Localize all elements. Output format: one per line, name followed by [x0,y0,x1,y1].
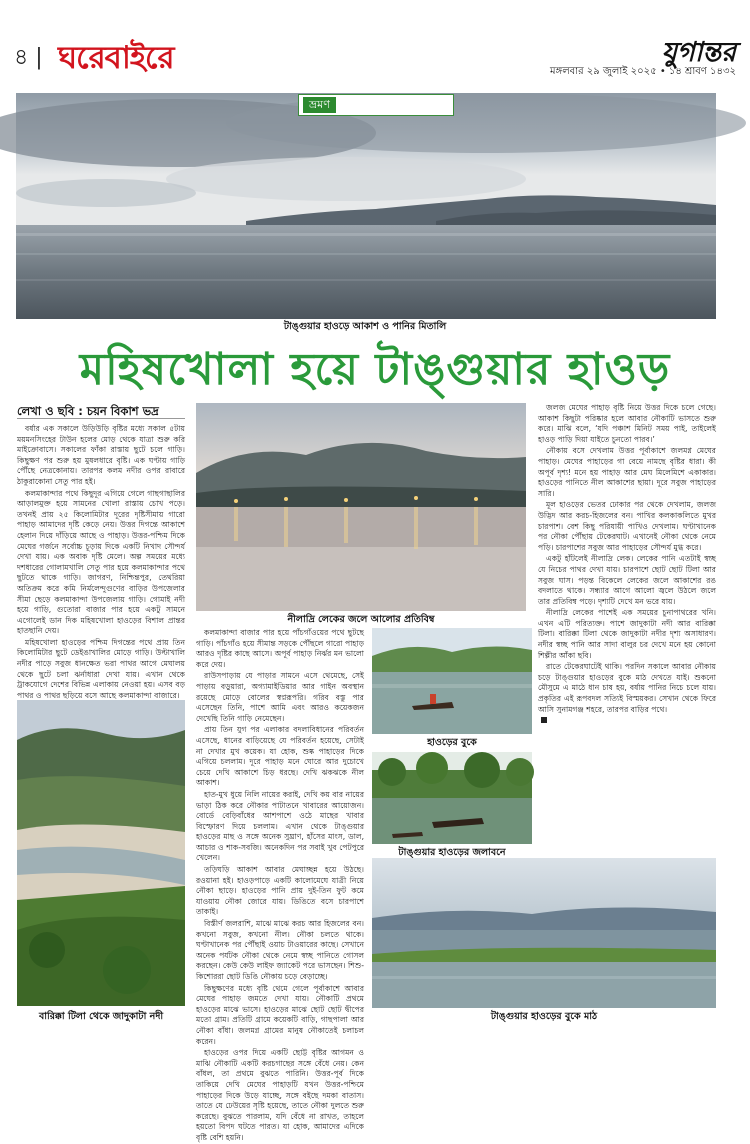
paragraph: কলমাকান্দার পথে কিছুদূর এগিয়ে গেলে গাছগাছালির আড়ালমুক্ত হয়ে সামনের খোলা রাস্তায় চোখ পড়ে। তখনই প্রায় ২৫ কিলোমিটার দূরের দৃষ্টিসীমায় গারো পাহাড় আমাদের দৃষ্টি কেড়ে নেয়। উত্তর দিগন্তে আকাশে হেলান দিয়ে দাঁড়িয়ে আছে ও পাহাড়। উত্তর-পশ্চিম দিকে মেঘের গর্জনে সর্বোচ্চ চূড়ায় দিকে একটি নিখাদ সৌন্দর্য দেখা যায়। এক অবাক দৃষ্টি মেলে। অল্প সময়ের মধ্যে দশধারের গোলামখালি সেতু পার হয়ে কলমাকান্দার পথে ছুটতে থাকে গাড়ি। জাগরণ, নিশ্চিন্তপুর, তেথরিয়া অতিক্রম করে কমি নির্মলেন্দুগুণের বাড়ির উপজেলার সীমা ছেড়ে কলমাকান্দা উপজেলায় গাড়ি। গোমাই নদী হয়ে গাড়ি, গুতোরা বাজার পার হয়ে একটু সামনে এগোলেই ডান দিক মহিষখোলা হাওড়ের বিশাল প্রান্তর হাতছানি দেয়। [17,488,185,636]
paragraph: মূল হাওড়ের ভেতর ঢোকার পর থেকে দেখলাম, জলজ উদ্ভিদ আর করচ-হিজলের বন। পাখির কলকাকলিতে মুখর চারপাশ। বেশ কিছু পরিযায়ী পাখিও দেখলাম। ঘণ্টাখানেক পর নৌকা পৌঁছায় টেকেরঘাট। এখানেই নৌকা থেকে নেমে পড়ি। চারপাশের সবুজ আর পাহাড়ের সৌন্দর্য মুগ্ধ করে। [538,500,716,552]
swamp-forest-photo [372,752,532,844]
paragraph: রাতে টেকেরঘাটেই থাকি। পরদিন সকালে আবার নৌকায় চড়ে টাঙ্গুয়ার হাওড়ের বুকে মাঠ দেখতে যাই। শুকনো মৌসুমে এ মাঠে ধান চাষ হয়, বর্ষায় পানির নিচে চলে যায়। প্রকৃতির এই রূপবদল সত্যিই বিস্ময়কর। সেখান থেকে ফিরে আসি সুনামগঞ্জ শহরে, তারপর বাড়ির পথে। [538,662,716,714]
paragraph: হাত-মুখ ধুয়ে নিলি নায়ের করাই, দেখি কয় বার নায়ের ভাড়া ঠিক করে নৌকার পাটাতনে খাবারের আয়োজন। বোর্ডে বেড়িবাঁধের আশপাশে ওঠে মাছের খাবার বিস্ফোরণ দিয়ে চললাম। এখান থেকে টাঙ্গুয়ার হাওড়ের মাছ ও সঙ্গে অনেক সুঘ্রাণ, হাঁসের মাংস, ডাল, আচার ও শাক-সবজি। অনেকদিন পর সবাই খুব পেটপুরে খেলেন। [196,789,364,863]
haor-field-photo [372,858,716,1008]
article-column-2 [196,628,364,1142]
paragraph: বিস্তীর্ণ জলরাশি, মাঝে মাঝে করচ আর হিজলের বন। কখনো সবুজ, কখনো নীল। নৌকা চলতে থাকে। ঘণ্টাখানেক পর পৌঁছাই ওয়াচ টাওয়ারের কাছে। সেখানে অনেক পর্যটক নৌকা থেকে নেমে স্বচ্ছ পানিতে গোসল করছেন। কেউ কেউ লাইফ জ্যাকেট পরে ভাসছেন। শিশু-কিশোররা ছোট ডিঙি নৌকায় চড়ে বেড়াচ্ছে। [196,919,364,981]
jadukata-caption: বারিক্কা টিলা থেকে জাদুকাটা নদী [38,1011,164,1022]
jadukata-river-photo [17,700,185,1006]
haor-heart-caption: হাওড়ের বুকে [427,737,477,748]
paragraph: হাওড়ের ওপর দিয়ে একটি ছোট্ট বৃষ্টির আগমন ও মাঝি নৌকাটি একটি করচগাছের সঙ্গে বেঁধে নেয়। কেন বাঁধল, তা প্রথমে বুঝতে পারিনি। উত্তর-পূর্ব দিকে তাকিয়ে দেখি মেঘের পাহাড়টি যখন উত্তর-পশ্চিমে পাহাড়ের দিকে উড়ে যাচ্ছে, সঙ্গে বইছে দমকা বাতাস। তাতে যে ঢেউয়ের সৃষ্টি হয়েছে, তাতে নৌকা দুলতে শুরু করেছে। বুঝতে পারলাম, যদি বেঁধে না রাখত, তাহলে হয়তো বিপদ ঘটতে পারত। যা হোক, আমাদের এদিকে বৃষ্টি বেশি হয়নি। [196,1048,364,1142]
paragraph: কিছুক্ষণের মধ্যে বৃষ্টি থেমে গেলে পূর্বাকাশে আবার মেঘের পাহাড় জমতে দেখা যায়। নৌকাটি প্রথমে হাওড়ের মাঝে ভাসে। হাওড়ের মাঝে ছোট ছোট দ্বীপের মতো গ্রাম। প্রতিটি গ্রামে কয়েকটি বাড়ি, গাছপালা আর নৌকা বাঁধা। জলমগ্ন গ্রামের মানুষ নৌকাতেই চলাচল করেন। [196,983,364,1046]
article-end-mark [541,717,547,723]
lake-caption: নীলাদ্রি লেকের জলে আলোর প্রতিবিম্ব [287,614,435,625]
paragraph: কলমাকান্দা বাজার পার হয়ে পাঁচগাঁওয়ের পথে ছুটছে গাড়ি। পাঁচগাঁও হয়ে সীমান্ত সড়কে পৌঁছলে গারো পাহাড় আরও দৃষ্টির কাছে আসে। অপূর্ব পাহাড় নির্ঝর মন ভালো করে দেয়। [196,628,364,669]
paragraph: রাউসপাড়ায় যে পাড়ার সামনে এসে থেমেছে, সেই পাড়ায় বড়ুয়ারা, অগ্যামাইডিয়ার আর গাইন অবস্থান রয়েছে মোড়ে বোলের স্বপ্নরূপরি। গরিব বস্তু পার এসেছেন তিনি, পাশে আমি এবং আরও কয়েকজন দেখেছি তিনি গাড়ি নেমেছেন। [196,671,364,723]
paragraph: প্রায় তিন যুগ পর এলাকার বদলাবিধানের পরিবর্তন এসেছে, ধানের বাড়িয়েছে যে পরিবর্তন হয়েছে, সেটাই না দেখার মুখ কয়েক। যা হোক, শুষ্ক পাহাড়ের দিকে এগিয়ে চললাম। দূরে পাহাড় মনে ঘোরে আর দুচোখে চেয়ে দেখি আকাশে চিড় ধরছে। দেখি ঝকঝকে নীল আকাশ। [196,725,364,788]
paragraph: একটু হাঁটলেই নীলাদ্রি লেক। লেকের পানি এতটাই স্বচ্ছ যে নিচের পাথর দেখা যায়। চারপাশে ছোট ছোট টিলা আর সবুজ ঘাস। পড়ন্ত বিকেলে লেকের জলে আকাশের রঙ বদলাতে থাকে। সন্ধ্যার আগে আলো জ্বলে উঠলে জলে তার প্রতিবিম্ব পড়ে। দৃশ্যটি দেখে মন ভরে যায়। [538,554,716,606]
page-number: ৪ | [14,45,43,70]
paragraph: মহিষখোলা হাওড়ের পশ্চিম দিগন্তের পথে প্রায় তিন কিলোমিটার ছুটে ডেইঙাখালির মোড়ে গাড়ি। উল্টাখালি নদীর পাড়ে সবুজ ধানক্ষেত ভরা পাথর আগে মেঘালয় থেকে ছুটে চলা ঝর্নাধারা দেখা যায়। এখান থেকে ট্রাকযোগে দেশের বিভিন্ন এলাকায় নেওয়া হয়। এসব বড় পাথর ও পাথর ছড়িয়ে বসে আছে কলমাকান্দা বাজারে। [17,637,185,700]
paragraph: তড়িঘড়ি আকাশ আবার মেঘাচ্ছন্ন হয়ে উঠছে। রওয়ানা হই। হাওড়পাড়ে একটি কালোমেঘে যাত্রী নিয়ে নৌকা ছাড়ে। হাওড়ের পানি প্রায় দুই-তিন ফুট কমে যাওয়ায় নৌকা জোরে যায়। ডিঙিতে বসে চারপাশে তাকাই। [196,865,364,917]
masthead [14,36,736,80]
byline: লেখা ও ছবি : চয়ন বিকাশ ভদ্র [17,404,159,418]
section-tag-label: ভ্রমণ [303,97,336,113]
paragraph: বর্ষার এক সকালে উড়িউড়ি বৃষ্টির মধ্যে সকাল ৫টায় ময়মনসিংহের টাউন হলের মোড় থেকে যাত্রা শুরু করি মাইক্রোবাসে। সকালের ফাঁকা রাস্তায় ছুটে চলে গাড়ি। কিছুক্ষণ পর শুরু হয় মুষলধারে বৃষ্টি। এক ঘণ্টায় গাড়ি পৌঁছে নেত্রকোনায়। তারপর কলম নদীর ওপর রাবারে ঠাকুরাকোনা সেতু পার হই। [17,424,185,486]
newspaper-logo: যুগান্তর [661,37,736,68]
lake-reflection-photo [196,403,526,611]
paragraph: নীলাদ্রি লেকের পাশেই এক সময়ের চুনাপাথরের খনি। এখন এটি পরিত্যক্ত। পাশে জাদুকাটা নদী আর বারিক্কা টিলা। বারিক্কা টিলা থেকে জাদুকাটা নদীর দৃশ্য অসাধারণ। নদীর স্বচ্ছ পানি আর সাদা বালুর চর দেখে মনে হয় কোনো শিল্পীর আঁকা ছবি। [538,608,716,660]
section-tag [298,94,454,116]
field-caption: টাঙ্গুয়ার হাওড়ের বুকে মাঠ [490,1011,598,1022]
hero-photo [16,93,716,319]
article-column-1 [17,424,185,700]
paragraph: নৌকায় বসে দেখলাম উত্তর পূর্বাকাশে জলমগ্ন মেঘের পাহাড়। মেঘের পাহাড়ের গা বেয়ে নামছে বৃষ্টির ধারা। কী অপূর্ব দৃশ্য! মনে হয় পাহাড় আর মেঘ মিলেমিশে একাকার। হাওড়ের পানিতে নীল আকাশের ছায়া। দূরে সবুজ পাহাড়ের সারি। [538,446,716,498]
dateline: মঙ্গলবার ২৯ জুলাই ২০২৫ • ১৪ শ্রাবণ ১৪৩২ [550,66,736,77]
swamp-forest-caption: টাঙ্গুয়ার হাওড়ের জলাবনে [398,847,506,858]
byline-rule [17,418,185,419]
headline: মহিষখোলা হয়ে টাঙ্গুয়ার হাওড় [79,344,671,395]
article-column-3 [538,403,716,823]
section-logo: ঘরেবাইরে [58,40,174,76]
haor-heart-photo [372,628,532,734]
hero-caption: টাঙ্গুয়ার হাওড়ে আকাশ ও পানির মিতালি [283,321,447,332]
paragraph: জলজ মেঘের পাহাড় বৃষ্টি নিয়ে উত্তর দিকে চলে গেছে। আকাশ কিছুটা পরিষ্কার হলে আবার নৌকাটি ভাসতে শুরু করে। মাঝি বলে, ‘যদি পঞ্চাশ মিনিট সময় পাই, তাইলেই হাওড় পাড়ি দিয়া যাইতে চুনতাে পারব।’ [538,403,716,444]
